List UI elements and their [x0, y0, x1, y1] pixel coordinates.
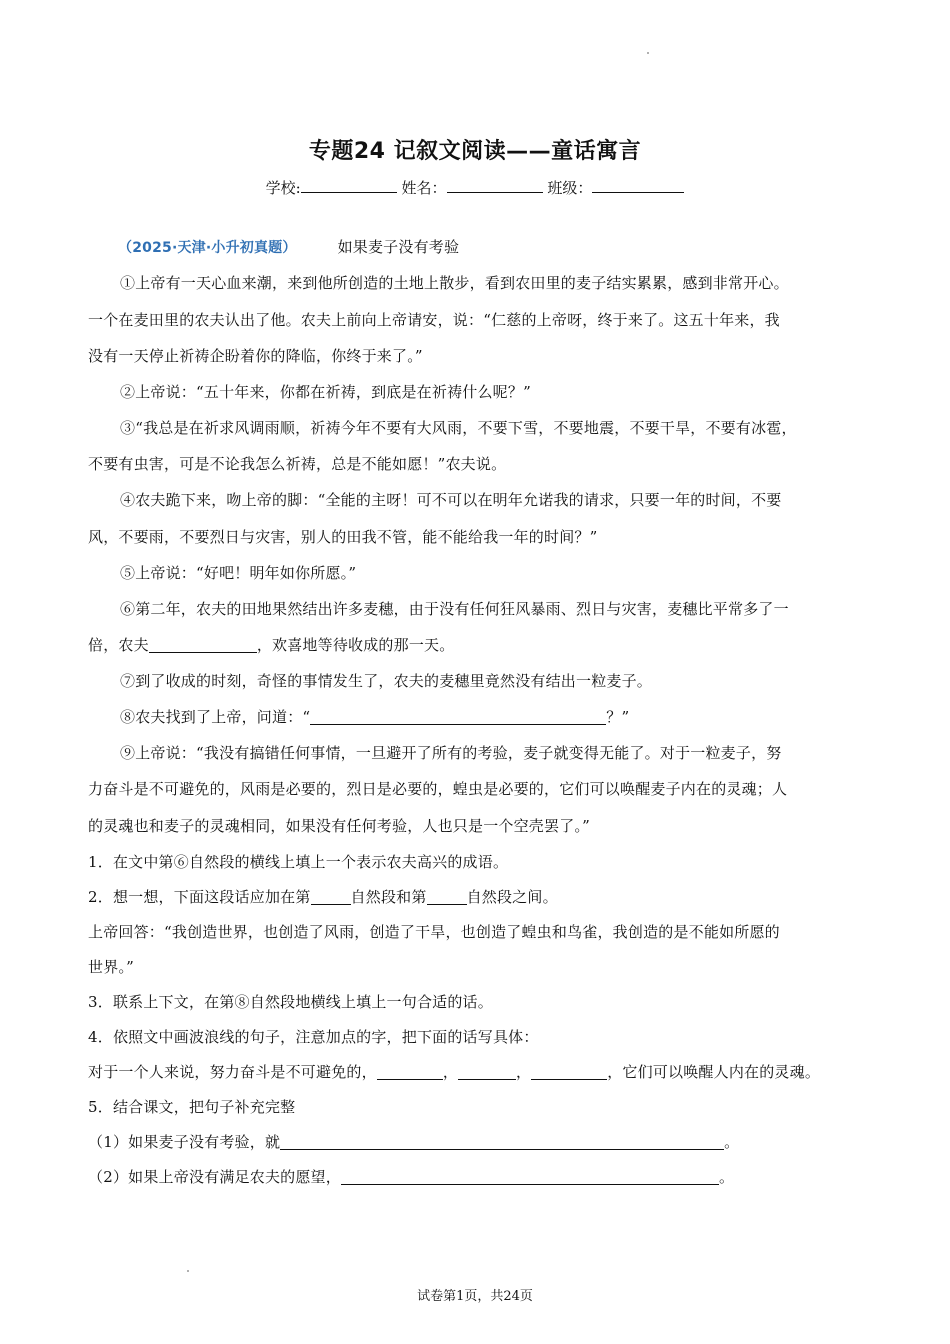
- paragraph-3-cont: 不要有虫害，可是不论我怎么祈祷，总是不能如愿！”农夫说。: [88, 455, 507, 473]
- question-2-quote-cont: 世界。”: [88, 958, 134, 976]
- paragraph-6: ⑥第二年，农夫的田地果然结出许多麦穗，由于没有任何狂风暴雨、烈日与灾害，麦穗比平常多了一: [120, 600, 789, 618]
- sentence-blank-2[interactable]: [458, 1064, 516, 1080]
- class-blank[interactable]: [592, 178, 684, 193]
- paragraph-1-cont: 没有一天停止祈祷企盼着你的降临，你终于来了。”: [88, 347, 423, 365]
- page-title: 专题24 记叙文阅读——童话寓言: [308, 139, 642, 164]
- paragraph-5: ⑤上帝说：“好吧！明年如你所愿。”: [120, 564, 357, 582]
- question-5-1-text: （1）如果麦子没有考验，就: [88, 1133, 281, 1151]
- end-mark: 。: [718, 1168, 735, 1186]
- question-5-1: [88, 1132, 870, 1152]
- paragraph-9: ⑨上帝说：“我没有搞错任何事情，一旦避开了所有的考验，麦子就变得无能了。对于一粒麦子，努: [120, 744, 782, 762]
- separator: ，: [442, 1063, 459, 1081]
- paragraph-9-cont: 的灵魂也和麦子的灵魂相同，如果没有任何考验，人也只是一个空壳罢了。”: [88, 817, 590, 835]
- question-5-2: [88, 1167, 870, 1187]
- source-tag: （2025·天津·小升初真题）: [118, 240, 297, 256]
- name-label: 姓名：: [401, 179, 447, 197]
- sentence-blank-3[interactable]: [531, 1064, 607, 1080]
- idiom-blank[interactable]: [149, 637, 257, 653]
- article-title: 如果麦子没有考验: [337, 238, 460, 256]
- question-1: 1．在文中第⑥自然段的横线上填上一个表示农夫高兴的成语。: [88, 853, 509, 871]
- end-mark: 。: [724, 1133, 740, 1151]
- paragraph-7: ⑦到了收成的时刻，奇怪的事情发生了，农夫的麦穗里竟然没有结出一粒麦子。: [120, 672, 653, 690]
- paragraph-2: ②上帝说：“五十年来，你都在祈祷，到底是在祈祷什么呢？”: [120, 383, 531, 401]
- question-5: 5．结合课文，把句子补充完整: [88, 1098, 296, 1116]
- question-4-pre: 对于一个人来说，努力奋斗是不可避免的，: [88, 1063, 377, 1081]
- student-info: [0, 177, 950, 198]
- question-2: [88, 887, 870, 907]
- answer-blank-5-1[interactable]: [280, 1134, 724, 1150]
- paragraph-4: ④农夫跪下来，吻上帝的脚：“全能的主呀！可不可以在明年允诺我的请求，只要一年的时间，不要: [120, 491, 782, 509]
- name-blank[interactable]: [447, 178, 543, 193]
- question-blank[interactable]: [310, 709, 606, 725]
- question-4-sentence: [88, 1062, 870, 1082]
- paragraph-6-pre: 倍，农夫: [88, 636, 149, 654]
- paragraph-8: [120, 707, 870, 727]
- paragraph-6-post: ，欢喜地等待收成的那一天。: [256, 636, 455, 654]
- separator: ，: [516, 1063, 532, 1081]
- question-2-quote: 上帝回答：“我创造世界，也创造了风雨，创造了干旱，也创造了蝗虫和鸟雀，我创造的是不能如所愿的: [88, 923, 780, 941]
- paragraph-3: ③“我总是在祈求风调雨顺，祈祷今年不要有大风雨，不要下雪，不要地震，不要干旱，不要有冰雹，: [120, 419, 797, 437]
- paragraph-number-blank-2[interactable]: [427, 889, 467, 905]
- paragraph-4-cont: 风，不要雨，不要烈日与灾害，别人的田我不管，能不能给我一年的时间？”: [88, 528, 598, 546]
- question-4-post: ，它们可以唤醒人内在的灵魂。: [607, 1063, 821, 1081]
- answer-blank-5-2[interactable]: [341, 1169, 719, 1185]
- school-blank[interactable]: [301, 178, 397, 193]
- paragraph-6-cont: [88, 635, 870, 655]
- sentence-blank-1[interactable]: [377, 1064, 443, 1080]
- paragraph-8-post: ？”: [606, 708, 630, 726]
- scan-dot: [187, 1270, 189, 1272]
- paragraph-9-cont: 力奋斗是不可避免的，风雨是必要的，烈日是必要的，蝗虫是必要的，它们可以唤醒麦子内在的灵魂；人: [88, 780, 788, 798]
- paragraph-1: ①上帝有一天心血来潮，来到他所创造的土地上散步，看到农田里的麦子结实累累，感到非常开心。: [120, 274, 789, 292]
- question-2-mid: 自然段和第: [350, 888, 427, 906]
- class-label: 班级：: [547, 179, 593, 197]
- page-footer: 试卷第1页，共24页: [417, 1289, 533, 1304]
- question-5-2-text: （2）如果上帝没有满足农夫的愿望，: [88, 1168, 341, 1186]
- question-4: 4．依照文中画波浪线的句子，注意加点的字，把下面的话写具体：: [88, 1028, 539, 1046]
- paragraph-1-cont: 一个在麦田里的农夫认出了他。农夫上前向上帝请安，说：“仁慈的上帝呀，终于来了。这五十年来，我: [88, 311, 780, 329]
- paragraph-number-blank-1[interactable]: [311, 889, 351, 905]
- question-2-pre: 2．想一想，下面这段话应加在第: [88, 888, 311, 906]
- source-line: [118, 237, 900, 258]
- question-3: 3．联系上下文，在第⑧自然段地横线上填上一句合适的话。: [88, 993, 493, 1011]
- paragraph-8-pre: ⑧农夫找到了上帝，问道：“: [120, 708, 311, 726]
- school-label: 学校:: [265, 179, 301, 197]
- question-2-post: 自然段之间。: [466, 888, 558, 906]
- scan-dot: [647, 52, 649, 54]
